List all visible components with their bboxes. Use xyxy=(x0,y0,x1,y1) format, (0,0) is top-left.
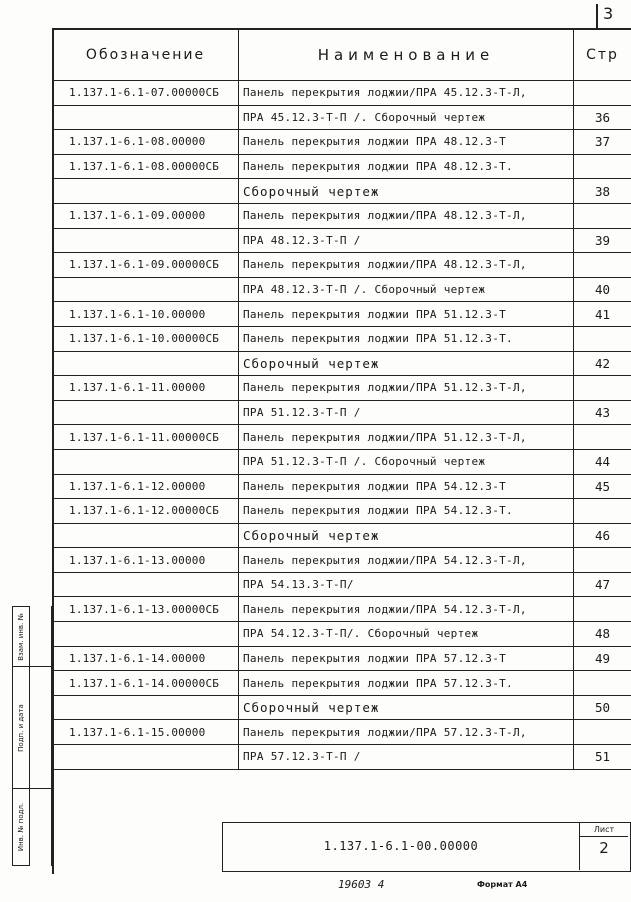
page-number: 3 xyxy=(603,4,614,23)
row-code: 1.137.1-6.1-09.00000СБ xyxy=(53,253,239,278)
header-code: Обозначение xyxy=(53,29,239,81)
row-name: Панель перекрытия лоджии/ПРА 51.12.3-Т-Л, xyxy=(239,425,574,450)
specification-table xyxy=(52,28,631,770)
row-code: 1.137.1-6.1-09.00000 xyxy=(53,203,239,228)
row-page xyxy=(574,203,631,228)
row-code xyxy=(53,572,239,597)
row-page xyxy=(574,425,631,450)
table-row xyxy=(53,105,631,130)
row-name: ПРА 57.12.3-Т-П / xyxy=(239,745,574,770)
row-code xyxy=(53,277,239,302)
table-row xyxy=(53,474,631,499)
row-page: 39 xyxy=(574,228,631,253)
row-code: 1.137.1-6.1-10.00000СБ xyxy=(53,326,239,351)
row-code: 1.137.1-6.1-12.00000СБ xyxy=(53,499,239,524)
row-page: 43 xyxy=(574,400,631,425)
table-row xyxy=(53,548,631,573)
row-page: 51 xyxy=(574,745,631,770)
sheet-number: 2 xyxy=(599,839,609,857)
row-code xyxy=(53,228,239,253)
table-row xyxy=(53,597,631,622)
stamp-divider xyxy=(30,666,52,667)
header-name: Наименование xyxy=(239,29,574,81)
side-stamp xyxy=(12,606,30,866)
table-row xyxy=(53,81,631,106)
stamp-cell-inv xyxy=(13,789,29,865)
title-block xyxy=(222,822,631,872)
row-page: 36 xyxy=(574,105,631,130)
row-code xyxy=(53,179,239,204)
stamp-label-sign: Подп. и дата xyxy=(17,703,25,752)
row-page xyxy=(574,499,631,524)
row-code: 1.137.1-6.1-11.00000 xyxy=(53,376,239,401)
side-stamp-fields xyxy=(30,606,52,866)
row-page: 37 xyxy=(574,130,631,155)
table-row xyxy=(53,351,631,376)
row-page xyxy=(574,671,631,696)
row-name: ПРА 54.13.3-Т-П/ xyxy=(239,572,574,597)
row-name: Панель перекрытия лоджии/ПРА 45.12.3-Т-Л, xyxy=(239,81,574,106)
row-page xyxy=(574,548,631,573)
row-page: 48 xyxy=(574,622,631,647)
sheet-label: Лист xyxy=(580,823,628,837)
row-page: 50 xyxy=(574,695,631,720)
document-code: 1.137.1-6.1-00.00000 xyxy=(323,839,479,853)
sheet-box xyxy=(579,823,629,870)
table-row xyxy=(53,376,631,401)
table-row xyxy=(53,400,631,425)
table-row xyxy=(53,179,631,204)
row-name: Панель перекрытия лоджии/ПРА 48.12.3-Т-Л, xyxy=(239,253,574,278)
row-name: Панель перекрытия лоджии ПРА 48.12.3-Т xyxy=(239,130,574,155)
stamp-label-replace: Взам. инв. № xyxy=(17,612,25,661)
table-row xyxy=(53,499,631,524)
row-page: 45 xyxy=(574,474,631,499)
footer-number: 19603 4 xyxy=(338,878,385,891)
row-page: 47 xyxy=(574,572,631,597)
row-page: 44 xyxy=(574,449,631,474)
row-code: 1.137.1-6.1-15.00000 xyxy=(53,720,239,745)
table-row xyxy=(53,203,631,228)
table-row xyxy=(53,326,631,351)
row-code xyxy=(53,351,239,376)
row-code: 1.137.1-6.1-07.00000СБ xyxy=(53,81,239,106)
row-code xyxy=(53,400,239,425)
row-page: 46 xyxy=(574,523,631,548)
row-name: ПРА 51.12.3-Т-П /. Сборочный чертеж xyxy=(239,449,574,474)
row-code xyxy=(53,622,239,647)
row-code xyxy=(53,695,239,720)
row-code: 1.137.1-6.1-13.00000СБ xyxy=(53,597,239,622)
row-name: Панель перекрытия лоджии ПРА 57.12.3-Т xyxy=(239,646,574,671)
row-code: 1.137.1-6.1-08.00000СБ xyxy=(53,154,239,179)
row-name: Панель перекрытия лоджии/ПРА 54.12.3-Т-Л, xyxy=(239,597,574,622)
table-row xyxy=(53,646,631,671)
table-row xyxy=(53,277,631,302)
row-name: Панель перекрытия лоджии ПРА 57.12.3-Т. xyxy=(239,671,574,696)
table-row xyxy=(53,671,631,696)
table-row xyxy=(53,720,631,745)
header-page: Стр xyxy=(574,29,631,81)
row-page xyxy=(574,81,631,106)
row-page xyxy=(574,154,631,179)
table-row xyxy=(53,449,631,474)
row-code xyxy=(53,745,239,770)
row-code: 1.137.1-6.1-10.00000 xyxy=(53,302,239,327)
row-code: 1.137.1-6.1-08.00000 xyxy=(53,130,239,155)
row-code xyxy=(53,523,239,548)
row-code: 1.137.1-6.1-14.00000СБ xyxy=(53,671,239,696)
table-row xyxy=(53,154,631,179)
table-row xyxy=(53,425,631,450)
row-code: 1.137.1-6.1-11.00000СБ xyxy=(53,425,239,450)
row-page xyxy=(574,597,631,622)
row-name: Сборочный чертеж xyxy=(239,695,574,720)
row-name: Панель перекрытия лоджии/ПРА 57.12.3-Т-Л, xyxy=(239,720,574,745)
row-name: Панель перекрытия лоджии ПРА 51.12.3-Т xyxy=(239,302,574,327)
table-row xyxy=(53,130,631,155)
row-name: Сборочный чертеж xyxy=(239,523,574,548)
row-page xyxy=(574,376,631,401)
row-name: Сборочный чертеж xyxy=(239,351,574,376)
row-code: 1.137.1-6.1-12.00000 xyxy=(53,474,239,499)
row-page xyxy=(574,326,631,351)
table-row xyxy=(53,253,631,278)
stamp-divider xyxy=(30,788,52,789)
table-row xyxy=(53,622,631,647)
stamp-cell-replace xyxy=(13,607,29,667)
table-row xyxy=(53,695,631,720)
table-row xyxy=(53,745,631,770)
row-code xyxy=(53,105,239,130)
row-name: Сборочный чертеж xyxy=(239,179,574,204)
row-code: 1.137.1-6.1-14.00000 xyxy=(53,646,239,671)
row-name: Панель перекрытия лоджии/ПРА 54.12.3-Т-Л, xyxy=(239,548,574,573)
corner-mark xyxy=(596,4,598,28)
row-name: Панель перекрытия лоджии ПРА 54.12.3-Т. xyxy=(239,499,574,524)
row-name: Панель перекрытия лоджии/ПРА 48.12.3-Т-Л, xyxy=(239,203,574,228)
row-name: ПРА 51.12.3-Т-П / xyxy=(239,400,574,425)
row-code: 1.137.1-6.1-13.00000 xyxy=(53,548,239,573)
row-page xyxy=(574,253,631,278)
table-row xyxy=(53,228,631,253)
row-page: 49 xyxy=(574,646,631,671)
format-label: Формат А4 xyxy=(477,880,528,889)
stamp-cell-sign xyxy=(13,667,29,789)
row-page: 38 xyxy=(574,179,631,204)
row-page: 42 xyxy=(574,351,631,376)
row-name: Панель перекрытия лоджии ПРА 48.12.3-Т. xyxy=(239,154,574,179)
row-name: Панель перекрытия лоджии ПРА 54.12.3-Т xyxy=(239,474,574,499)
row-name: ПРА 48.12.3-Т-П /. Сборочный чертеж xyxy=(239,277,574,302)
row-page: 41 xyxy=(574,302,631,327)
row-name: Панель перекрытия лоджии/ПРА 51.12.3-Т-Л, xyxy=(239,376,574,401)
row-name: ПРА 54.12.3-Т-П/. Сборочный чертеж xyxy=(239,622,574,647)
stamp-label-inv: Инв. № подл. xyxy=(17,802,25,852)
row-name: ПРА 48.12.3-Т-П / xyxy=(239,228,574,253)
row-name: ПРА 45.12.3-Т-П /. Сборочный чертеж xyxy=(239,105,574,130)
row-page: 40 xyxy=(574,277,631,302)
row-page xyxy=(574,720,631,745)
row-name: Панель перекрытия лоджии ПРА 51.12.3-Т. xyxy=(239,326,574,351)
row-code xyxy=(53,449,239,474)
table-row xyxy=(53,523,631,548)
table-header-row xyxy=(53,29,631,81)
table-row xyxy=(53,302,631,327)
table-row xyxy=(53,572,631,597)
